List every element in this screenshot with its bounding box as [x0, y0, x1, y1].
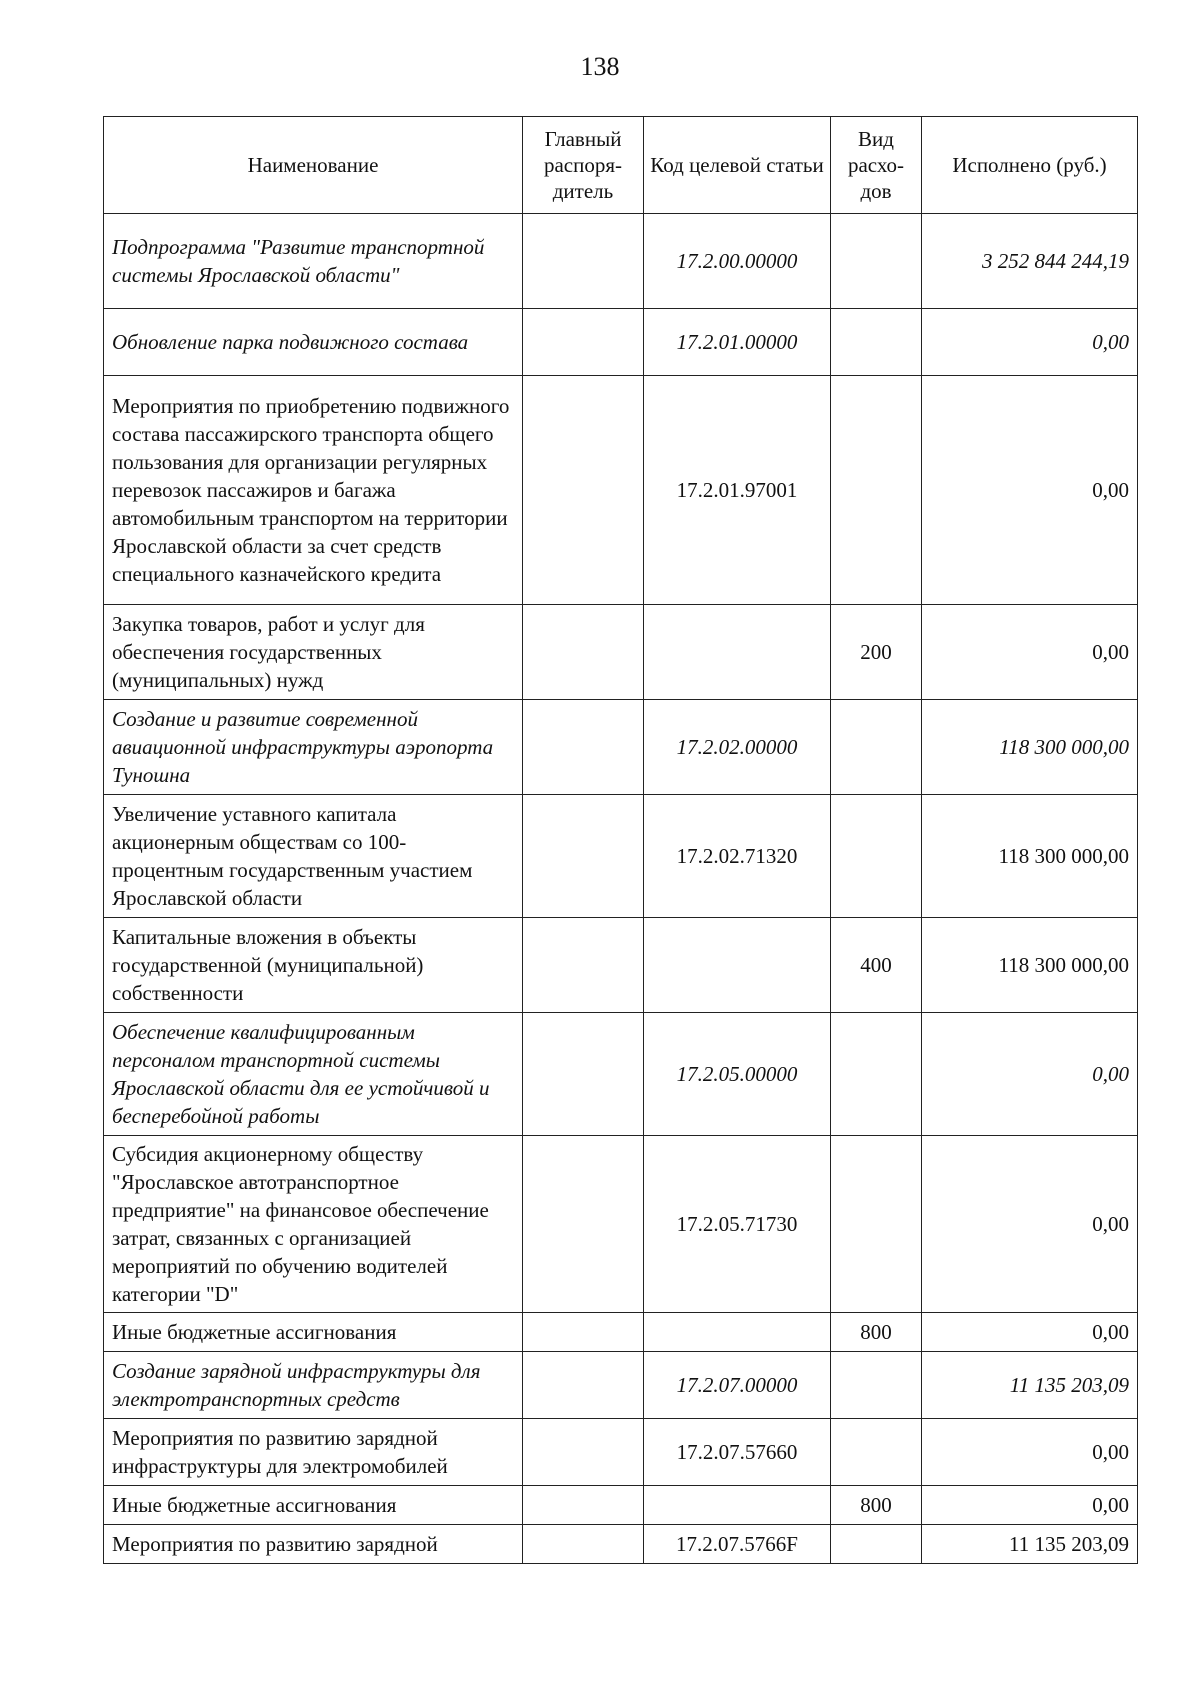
- row-sum: 0,00: [922, 1313, 1138, 1352]
- page-number: 138: [580, 52, 620, 81]
- row-sum: 0,00: [922, 1013, 1138, 1136]
- row-admin: [523, 700, 644, 795]
- row-kind: [831, 214, 922, 309]
- row-code: [644, 1313, 831, 1352]
- table-row: [104, 309, 1138, 376]
- table-row: [104, 605, 1138, 700]
- row-code: 17.2.02.00000: [644, 700, 831, 795]
- row-kind: [831, 700, 922, 795]
- row-name: Создание зарядной инфраструктуры для электротранспортных средств: [104, 1352, 523, 1419]
- row-admin: [523, 918, 644, 1013]
- row-sum: 118 300 000,00: [922, 918, 1138, 1013]
- row-name: Иные бюджетные ассигнования: [104, 1486, 523, 1525]
- row-admin: [523, 1313, 644, 1352]
- row-name: Обновление парка подвижного состава: [104, 309, 523, 376]
- row-sum: 0,00: [922, 309, 1138, 376]
- row-kind: 400: [831, 918, 922, 1013]
- header-executed-amount: Исполнено (руб.): [922, 117, 1138, 214]
- header-name: Наименование: [104, 117, 523, 214]
- row-admin: [523, 309, 644, 376]
- table-row: [104, 1136, 1138, 1313]
- row-kind: [831, 795, 922, 918]
- table-row: [104, 214, 1138, 309]
- row-code: [644, 918, 831, 1013]
- row-kind: 800: [831, 1313, 922, 1352]
- row-kind: [831, 309, 922, 376]
- table-row: [104, 918, 1138, 1013]
- row-sum: 3 252 844 244,19: [922, 214, 1138, 309]
- row-sum: 11 135 203,09: [922, 1525, 1138, 1564]
- row-name: Субсидия акционерному обществу "Ярославское автотранспортное предприятие" на финансовое обеспечение затрат, связанных с организацией мероприятий по обучению водителей категории "D": [104, 1136, 523, 1313]
- row-sum: 0,00: [922, 1136, 1138, 1313]
- row-admin: [523, 1013, 644, 1136]
- row-code: 17.2.07.5766F: [644, 1525, 831, 1564]
- row-sum: 0,00: [922, 1419, 1138, 1486]
- row-kind: [831, 1013, 922, 1136]
- header-target-code: Код целевой статьи: [644, 117, 831, 214]
- row-code: [644, 605, 831, 700]
- row-kind: [831, 1136, 922, 1313]
- row-name: Капитальные вложения в объекты государственной (муниципальной) собственности: [104, 918, 523, 1013]
- budget-execution-table: [103, 116, 1138, 1564]
- row-name: Мероприятия по приобретению подвижного состава пассажирского транспорта общего пользования для организации регулярных перевозок пассажиров и багажа автомобильным транспортом на территории Ярославской области за счет средств специального казначейского кредита: [104, 376, 523, 605]
- row-admin: [523, 376, 644, 605]
- row-name: Увеличение уставного капитала акционерным обществам со 100-процентным государственным участием Ярославской области: [104, 795, 523, 918]
- row-name: Мероприятия по развитию зарядной: [104, 1525, 523, 1564]
- row-sum: 118 300 000,00: [922, 700, 1138, 795]
- row-kind: [831, 1419, 922, 1486]
- table-row: [104, 1013, 1138, 1136]
- row-name: Подпрограмма "Развитие транспортной системы Ярославской области": [104, 214, 523, 309]
- row-admin: [523, 1486, 644, 1525]
- row-code: 17.2.05.00000: [644, 1013, 831, 1136]
- table-row: [104, 795, 1138, 918]
- row-name: Обеспечение квалифицированным персоналом транспортной системы Ярославской области для ее устойчивой и бесперебойной работы: [104, 1013, 523, 1136]
- row-code: [644, 1486, 831, 1525]
- header-expense-type: Вид расхо-дов: [831, 117, 922, 214]
- row-sum: 11 135 203,09: [922, 1352, 1138, 1419]
- row-admin: [523, 1136, 644, 1313]
- row-code: 17.2.02.71320: [644, 795, 831, 918]
- row-admin: [523, 1352, 644, 1419]
- row-admin: [523, 605, 644, 700]
- row-kind: 200: [831, 605, 922, 700]
- header-main-administrator: Главный распоря-дитель: [523, 117, 644, 214]
- row-admin: [523, 795, 644, 918]
- row-name: Закупка товаров, работ и услуг для обеспечения государственных (муниципальных) нужд: [104, 605, 523, 700]
- row-kind: [831, 376, 922, 605]
- row-sum: 0,00: [922, 376, 1138, 605]
- table-row: [104, 1419, 1138, 1486]
- table-row: [104, 1352, 1138, 1419]
- row-kind: [831, 1525, 922, 1564]
- table-row: [104, 700, 1138, 795]
- row-sum: 0,00: [922, 605, 1138, 700]
- row-name: Иные бюджетные ассигнования: [104, 1313, 523, 1352]
- row-code: 17.2.07.00000: [644, 1352, 831, 1419]
- row-code: 17.2.07.57660: [644, 1419, 831, 1486]
- row-name: Мероприятия по развитию зарядной инфраструктуры для электромобилей: [104, 1419, 523, 1486]
- table-row: [104, 1525, 1138, 1564]
- row-code: 17.2.01.97001: [644, 376, 831, 605]
- table-row: [104, 376, 1138, 605]
- row-admin: [523, 1525, 644, 1564]
- table-row: [104, 1486, 1138, 1525]
- row-admin: [523, 1419, 644, 1486]
- row-code: 17.2.05.71730: [644, 1136, 831, 1313]
- row-admin: [523, 214, 644, 309]
- row-kind: 800: [831, 1486, 922, 1525]
- row-code: 17.2.01.00000: [644, 309, 831, 376]
- table-row: [104, 1313, 1138, 1352]
- row-code: 17.2.00.00000: [644, 214, 831, 309]
- row-sum: 0,00: [922, 1486, 1138, 1525]
- row-sum: 118 300 000,00: [922, 795, 1138, 918]
- table-header-row: [104, 117, 1138, 214]
- row-kind: [831, 1352, 922, 1419]
- row-name: Создание и развитие современной авиационной инфраструктуры аэропорта Туношна: [104, 700, 523, 795]
